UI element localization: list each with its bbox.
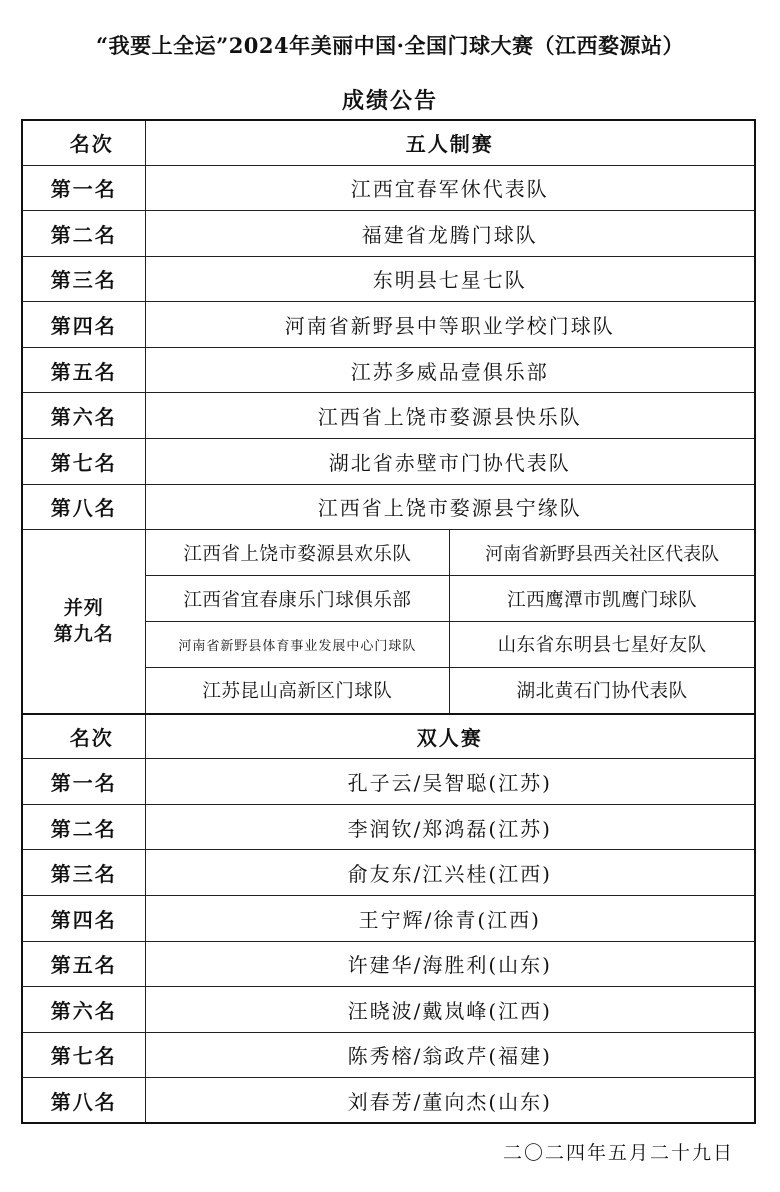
rank-cell: 第六名 xyxy=(22,987,145,1033)
table-row xyxy=(22,987,755,1033)
pair-cell: 陈秀榕/翁政芹(福建) xyxy=(145,1032,755,1078)
five-person-event-title: 五人制赛 xyxy=(145,120,755,165)
table-row xyxy=(22,484,755,530)
table-row xyxy=(22,1032,755,1078)
tie-team-cell: 山东省东明县七星好友队 xyxy=(450,621,754,667)
tie-team-cell: 河南省新野县体育事业发展中心门球队 xyxy=(146,621,450,667)
five-person-header-row xyxy=(22,120,755,165)
rank-cell: 第四名 xyxy=(22,895,145,941)
rank-cell: 第一名 xyxy=(22,759,145,805)
team-cell: 河南省新野县中等职业学校门球队 xyxy=(145,302,755,348)
tie-teams-cell xyxy=(145,530,755,714)
table-row xyxy=(22,941,755,987)
tie-team-cell: 江苏昆山高新区门球队 xyxy=(146,667,450,713)
tie-teams-grid xyxy=(146,530,755,712)
team-cell: 江西宜春军休代表队 xyxy=(145,165,755,211)
tie-team-cell: 湖北黄石门协代表队 xyxy=(450,667,754,713)
rank-cell: 第八名 xyxy=(22,1078,145,1124)
pair-cell: 汪晓波/戴岚峰(江西) xyxy=(145,987,755,1033)
team-cell: 东明县七星七队 xyxy=(145,256,755,302)
table-row xyxy=(22,302,755,348)
document-title: “我要上全运”2024年美丽中国·全国门球大赛（江西婺源站） xyxy=(96,33,684,58)
team-cell: 江苏多威品壹俱乐部 xyxy=(145,347,755,393)
header-rank-label: 名次 xyxy=(22,714,145,759)
team-cell: 湖北省赤壁市门协代表队 xyxy=(145,439,755,485)
rank-cell: 第二名 xyxy=(22,804,145,850)
rank-cell: 第三名 xyxy=(22,256,145,302)
rank-cell: 第三名 xyxy=(22,850,145,896)
table-row xyxy=(22,347,755,393)
pair-cell: 许建华/海胜利(山东) xyxy=(145,941,755,987)
pair-cell: 李润钦/郑鸿磊(江苏) xyxy=(145,804,755,850)
doubles-event-title: 双人赛 xyxy=(145,714,755,759)
tie-team-cell: 江西省上饶市婺源县欢乐队 xyxy=(146,530,450,576)
table-row xyxy=(22,211,755,257)
doubles-header-row xyxy=(22,714,755,759)
rank-cell: 第五名 xyxy=(22,347,145,393)
tie-team-cell: 江西省宜春康乐门球俱乐部 xyxy=(146,576,450,622)
header-rank-label: 名次 xyxy=(22,120,145,165)
pair-cell: 俞友东/江兴桂(江西) xyxy=(145,850,755,896)
team-cell: 江西省上饶市婺源县宁缘队 xyxy=(145,484,755,530)
tie-label-line1: 并列 xyxy=(63,596,104,619)
table-row xyxy=(22,1078,755,1124)
pair-cell: 孔子云/吴智聪(江苏) xyxy=(145,759,755,805)
tie-label-line2: 第九名 xyxy=(53,623,114,646)
results-table xyxy=(21,119,756,1124)
table-row xyxy=(22,895,755,941)
rank-cell: 第四名 xyxy=(22,302,145,348)
tie-ninth-row xyxy=(22,530,755,714)
pair-cell: 刘春芳/董向杰(山东) xyxy=(145,1078,755,1124)
table-row xyxy=(22,439,755,485)
announcement-date: 二〇二四年五月二十九日 xyxy=(502,1142,734,1164)
pair-cell: 王宁辉/徐青(江西) xyxy=(145,895,755,941)
rank-cell: 第七名 xyxy=(22,439,145,485)
rank-cell: 第八名 xyxy=(22,484,145,530)
rank-cell: 第二名 xyxy=(22,211,145,257)
tie-rank-cell xyxy=(22,530,145,714)
table-row xyxy=(22,256,755,302)
rank-cell: 第一名 xyxy=(22,165,145,211)
rank-cell: 第七名 xyxy=(22,1032,145,1078)
rank-cell: 第六名 xyxy=(22,393,145,439)
table-row xyxy=(22,804,755,850)
tie-team-cell: 河南省新野县西关社区代表队 xyxy=(450,530,754,576)
team-cell: 江西省上饶市婺源县快乐队 xyxy=(145,393,755,439)
table-row xyxy=(22,165,755,211)
team-cell: 福建省龙腾门球队 xyxy=(145,211,755,257)
tie-team-cell: 江西鹰潭市凯鹰门球队 xyxy=(450,576,754,622)
table-row xyxy=(22,850,755,896)
rank-cell: 第五名 xyxy=(22,941,145,987)
document-subtitle: 成绩公告 xyxy=(341,88,438,114)
table-row xyxy=(22,759,755,805)
table-row xyxy=(22,393,755,439)
